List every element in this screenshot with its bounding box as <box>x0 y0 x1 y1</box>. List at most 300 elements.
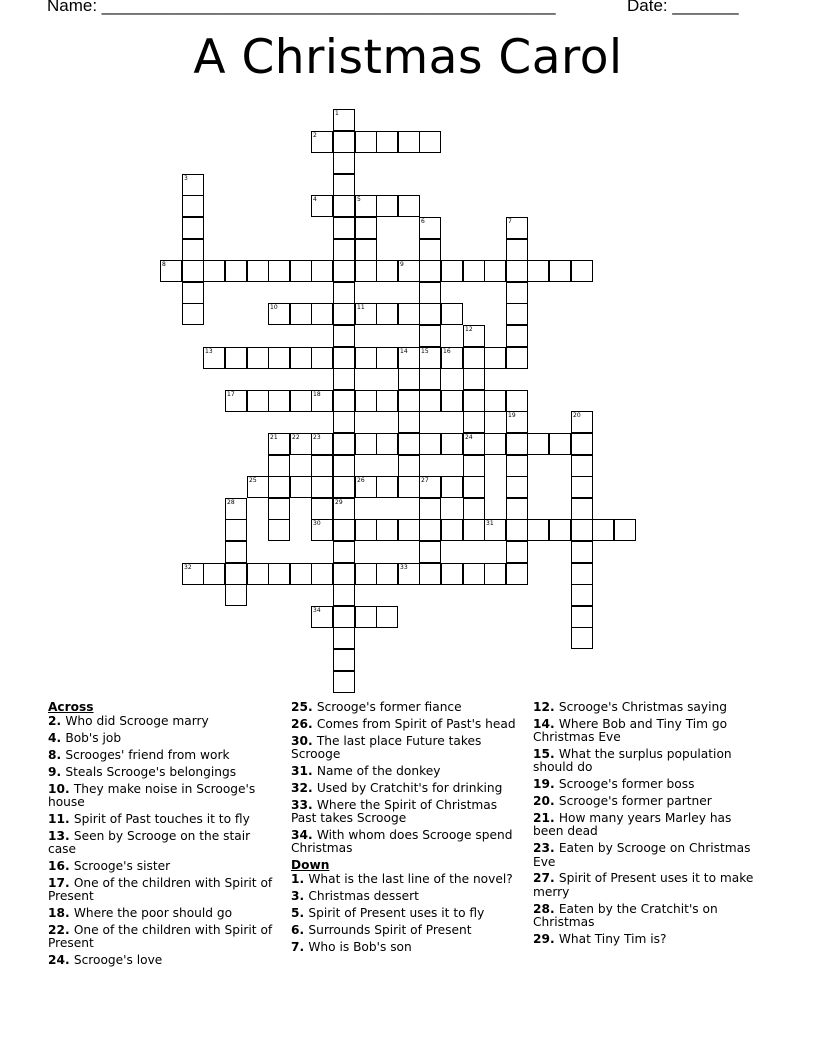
clue-text: What Tiny Tim is? <box>558 931 667 946</box>
grid-cell[interactable] <box>268 260 290 282</box>
clue-number: 5. <box>291 906 309 921</box>
grid-cell[interactable] <box>333 627 355 649</box>
grid-cell[interactable] <box>441 519 463 541</box>
grid-cell[interactable] <box>203 347 225 369</box>
grid-cell[interactable] <box>398 303 420 325</box>
clue-number: 31. <box>291 763 317 778</box>
grid-cell[interactable] <box>268 476 290 498</box>
grid-cell[interactable] <box>311 606 333 628</box>
grid-cell[interactable] <box>571 433 593 455</box>
grid-cell[interactable] <box>571 498 593 520</box>
across-clue <box>48 749 280 762</box>
grid-cell[interactable] <box>333 649 355 671</box>
grid-cell[interactable] <box>376 260 398 282</box>
clue-number: 21. <box>533 811 559 826</box>
grid-cell[interactable] <box>355 519 377 541</box>
grid-cell[interactable] <box>506 282 528 304</box>
grid-cell[interactable] <box>333 606 355 628</box>
cell-number: 17 <box>227 391 235 398</box>
clue-text: Scrooge's former partner <box>558 794 712 809</box>
grid-cell[interactable] <box>376 433 398 455</box>
grid-cell[interactable] <box>419 368 441 390</box>
grid-cell[interactable] <box>463 498 485 520</box>
grid-cell[interactable] <box>247 260 269 282</box>
grid-cell[interactable] <box>290 433 312 455</box>
grid-cell[interactable] <box>182 260 204 282</box>
grid-cell[interactable] <box>160 260 182 282</box>
grid-cell[interactable] <box>398 433 420 455</box>
grid-cell[interactable] <box>549 260 571 282</box>
grid-cell[interactable] <box>571 260 593 282</box>
across-clue <box>48 715 280 728</box>
clue-number: 16. <box>48 859 74 874</box>
cell-number: 14 <box>400 348 408 355</box>
page-title: A Christmas Carol <box>193 30 623 85</box>
grid-cell[interactable] <box>419 433 441 455</box>
grid-cell[interactable] <box>182 174 204 196</box>
grid-cell[interactable] <box>333 282 355 304</box>
grid-cell[interactable] <box>333 541 355 563</box>
cell-number: 1 <box>335 110 339 117</box>
grid-cell[interactable] <box>268 303 290 325</box>
grid-cell[interactable] <box>355 347 377 369</box>
grid-cell[interactable] <box>311 131 333 153</box>
grid-cell[interactable] <box>376 390 398 412</box>
grid-cell[interactable] <box>484 260 506 282</box>
grid-cell[interactable] <box>333 239 355 261</box>
grid-cell[interactable] <box>311 563 333 585</box>
grid-cell[interactable] <box>268 563 290 585</box>
clue-number: 6. <box>291 923 309 938</box>
grid-cell[interactable] <box>355 476 377 498</box>
clue-text: Steals Scrooge's belongings <box>65 764 237 779</box>
grid-cell[interactable] <box>355 563 377 585</box>
grid-cell[interactable] <box>571 411 593 433</box>
grid-cell[interactable] <box>592 519 614 541</box>
clue-text: Spirit of Present uses it to make merry <box>533 871 754 899</box>
grid-cell[interactable] <box>441 303 463 325</box>
down-clue <box>533 795 765 808</box>
grid-cell[interactable] <box>506 563 528 585</box>
clue-text: Used by Cratchit's for drinking <box>316 780 503 795</box>
grid-cell[interactable] <box>290 303 312 325</box>
grid-cell[interactable] <box>549 433 571 455</box>
grid-cell[interactable] <box>419 563 441 585</box>
grid-cell[interactable] <box>268 390 290 412</box>
grid-cell[interactable] <box>571 584 593 606</box>
grid-cell[interactable] <box>463 455 485 477</box>
across-clue <box>291 735 523 762</box>
grid-cell[interactable] <box>506 541 528 563</box>
cell-number: 31 <box>486 520 494 527</box>
clue-number: 2. <box>48 714 66 729</box>
cell-number: 26 <box>357 477 365 484</box>
clue-text: What is the last line of the novel? <box>308 872 513 887</box>
grid-cell[interactable] <box>268 498 290 520</box>
across-clue <box>291 701 523 714</box>
grid-cell[interactable] <box>268 433 290 455</box>
grid-cell[interactable] <box>614 519 636 541</box>
grid-cell[interactable] <box>290 260 312 282</box>
across-clue <box>48 924 280 951</box>
grid-cell[interactable] <box>290 563 312 585</box>
cell-number: 30 <box>313 520 321 527</box>
cell-number: 2 <box>313 132 317 139</box>
grid-cell[interactable] <box>463 325 485 347</box>
grid-cell[interactable] <box>311 455 333 477</box>
grid-cell[interactable] <box>441 476 463 498</box>
clue-text: Scrooge's love <box>73 953 163 968</box>
grid-cell[interactable] <box>376 476 398 498</box>
down-clue <box>291 907 523 920</box>
grid-cell[interactable] <box>247 563 269 585</box>
cell-number: 12 <box>465 326 473 333</box>
grid-cell[interactable] <box>376 131 398 153</box>
clue-text: One of the children with Spirit of Present <box>48 923 273 951</box>
grid-cell[interactable] <box>419 519 441 541</box>
cell-number: 22 <box>292 434 300 441</box>
grid-cell[interactable] <box>376 519 398 541</box>
clue-number: 19. <box>533 777 559 792</box>
cell-number: 32 <box>184 564 192 571</box>
grid-cell[interactable] <box>333 195 355 217</box>
grid-cell[interactable] <box>506 455 528 477</box>
grid-cell[interactable] <box>333 411 355 433</box>
grid-cell[interactable] <box>506 390 528 412</box>
across-clue <box>48 783 280 810</box>
cell-number: 28 <box>227 499 235 506</box>
clue-text: One of the children with Spirit of Present <box>48 876 273 904</box>
grid-cell[interactable] <box>441 433 463 455</box>
grid-cell[interactable] <box>333 303 355 325</box>
grid-cell[interactable] <box>398 519 420 541</box>
clue-number: 29. <box>533 931 559 946</box>
clue-number: 27. <box>533 871 559 886</box>
across-clue <box>291 782 523 795</box>
grid-cell[interactable] <box>355 195 377 217</box>
grid-cell[interactable] <box>203 260 225 282</box>
grid-cell[interactable] <box>311 433 333 455</box>
grid-cell[interactable] <box>333 347 355 369</box>
clue-text: What the surplus population should do <box>533 747 732 775</box>
grid-cell[interactable] <box>333 455 355 477</box>
grid-cell[interactable] <box>441 563 463 585</box>
grid-cell[interactable] <box>182 563 204 585</box>
across-clue <box>291 799 523 826</box>
grid-cell[interactable] <box>419 347 441 369</box>
clue-number: 25. <box>291 700 317 714</box>
grid-cell[interactable] <box>419 498 441 520</box>
grid-cell[interactable] <box>506 519 528 541</box>
cell-number: 10 <box>270 304 278 311</box>
grid-cell[interactable] <box>419 282 441 304</box>
grid-cell[interactable] <box>225 260 247 282</box>
grid-cell[interactable] <box>376 303 398 325</box>
grid-cell[interactable] <box>355 217 377 239</box>
grid-cell[interactable] <box>333 260 355 282</box>
across-clue <box>48 830 280 857</box>
clue-number: 24. <box>48 953 74 968</box>
grid-cell[interactable] <box>506 239 528 261</box>
cell-number: 33 <box>400 564 408 571</box>
grid-cell[interactable] <box>333 584 355 606</box>
name-field-label: Name: ________________________________________________ <box>47 0 556 15</box>
grid-cell[interactable] <box>355 303 377 325</box>
clue-text: Where Bob and Tiny Tim go Christmas Eve <box>533 716 728 745</box>
clue-number: 7. <box>291 939 309 954</box>
cell-number: 3 <box>184 175 188 182</box>
grid-cell[interactable] <box>203 563 225 585</box>
grid-cell[interactable] <box>333 498 355 520</box>
grid-cell[interactable] <box>182 195 204 217</box>
clue-number: 14. <box>533 716 559 731</box>
grid-cell[interactable] <box>268 519 290 541</box>
grid-cell[interactable] <box>463 347 485 369</box>
across-clue <box>48 813 280 826</box>
clue-column-1 <box>48 701 280 971</box>
grid-cell[interactable] <box>333 433 355 455</box>
clue-number: 28. <box>533 901 559 916</box>
grid-cell[interactable] <box>355 131 377 153</box>
grid-cell[interactable] <box>290 390 312 412</box>
grid-cell[interactable] <box>333 217 355 239</box>
cell-number: 20 <box>573 412 581 419</box>
cell-number: 8 <box>162 261 166 268</box>
grid-cell[interactable] <box>333 563 355 585</box>
grid-cell[interactable] <box>398 131 420 153</box>
clue-number: 12. <box>533 700 559 714</box>
grid-cell[interactable] <box>182 239 204 261</box>
grid-cell[interactable] <box>463 390 485 412</box>
grid-cell[interactable] <box>571 541 593 563</box>
clue-text: Bob's job <box>65 731 122 746</box>
grid-cell[interactable] <box>527 433 549 455</box>
grid-cell[interactable] <box>311 519 333 541</box>
grid-cell[interactable] <box>527 519 549 541</box>
clue-number: 30. <box>291 733 317 748</box>
clue-number: 17. <box>48 876 74 891</box>
clue-number: 32. <box>291 780 317 795</box>
grid-cell[interactable] <box>247 347 269 369</box>
clue-column-2 <box>291 701 523 958</box>
grid-cell[interactable] <box>225 519 247 541</box>
grid-cell[interactable] <box>398 563 420 585</box>
grid-cell[interactable] <box>225 563 247 585</box>
grid-cell[interactable] <box>376 195 398 217</box>
grid-cell[interactable] <box>311 260 333 282</box>
grid-cell[interactable] <box>355 390 377 412</box>
grid-cell[interactable] <box>484 347 506 369</box>
grid-cell[interactable] <box>571 519 593 541</box>
clue-text: Scrooge's Christmas saying <box>558 700 727 714</box>
grid-cell[interactable] <box>549 519 571 541</box>
clue-column-3 <box>533 701 765 950</box>
cell-number: 11 <box>357 304 365 311</box>
grid-cell[interactable] <box>419 217 441 239</box>
grid-cell[interactable] <box>333 131 355 153</box>
clue-number: 34. <box>291 827 317 842</box>
grid-cell[interactable] <box>484 390 506 412</box>
grid-cell[interactable] <box>333 671 355 693</box>
grid-cell[interactable] <box>419 541 441 563</box>
grid-cell[interactable] <box>463 260 485 282</box>
grid-cell[interactable] <box>311 498 333 520</box>
clue-number: 15. <box>533 747 559 762</box>
grid-cell[interactable] <box>506 260 528 282</box>
grid-cell[interactable] <box>182 217 204 239</box>
grid-cell[interactable] <box>333 152 355 174</box>
grid-cell[interactable] <box>571 627 593 649</box>
clue-number: 22. <box>48 923 74 938</box>
down-heading: Down <box>291 858 330 873</box>
grid-cell[interactable] <box>506 411 528 433</box>
grid-cell[interactable] <box>268 347 290 369</box>
grid-cell[interactable] <box>441 347 463 369</box>
cell-number: 29 <box>335 499 343 506</box>
across-clue <box>291 765 523 778</box>
across-clue <box>291 718 523 731</box>
grid-cell[interactable] <box>311 476 333 498</box>
grid-cell[interactable] <box>571 563 593 585</box>
grid-cell[interactable] <box>506 498 528 520</box>
grid-cell[interactable] <box>419 390 441 412</box>
grid-cell[interactable] <box>290 347 312 369</box>
grid-cell[interactable] <box>333 390 355 412</box>
cell-number: 21 <box>270 434 278 441</box>
grid-cell[interactable] <box>333 476 355 498</box>
clue-text: Name of the donkey <box>316 763 441 778</box>
grid-cell[interactable] <box>419 476 441 498</box>
grid-cell[interactable] <box>333 325 355 347</box>
grid-cell[interactable] <box>419 260 441 282</box>
clue-number: 8. <box>48 748 66 763</box>
grid-cell[interactable] <box>333 368 355 390</box>
clue-text: Who did Scrooge marry <box>65 714 209 729</box>
grid-cell[interactable] <box>398 411 420 433</box>
grid-cell[interactable] <box>333 174 355 196</box>
grid-cell[interactable] <box>376 563 398 585</box>
grid-cell[interactable] <box>311 390 333 412</box>
clue-text: Comes from Spirit of Past's head <box>316 716 516 731</box>
across-clue <box>291 829 523 856</box>
grid-cell[interactable] <box>419 325 441 347</box>
grid-cell[interactable] <box>290 476 312 498</box>
grid-cell[interactable] <box>484 433 506 455</box>
down-clue <box>533 812 765 839</box>
grid-cell[interactable] <box>398 476 420 498</box>
grid-cell[interactable] <box>247 476 269 498</box>
down-clue <box>533 748 765 775</box>
clue-text: Spirit of Present uses it to fly <box>308 906 485 921</box>
grid-cell[interactable] <box>463 563 485 585</box>
down-clue <box>533 701 765 714</box>
grid-cell[interactable] <box>484 519 506 541</box>
grid-cell[interactable] <box>463 433 485 455</box>
grid-cell[interactable] <box>463 411 485 433</box>
grid-cell[interactable] <box>506 303 528 325</box>
across-clue <box>48 954 280 967</box>
across-clue <box>48 860 280 873</box>
cell-number: 23 <box>313 434 321 441</box>
grid-cell[interactable] <box>506 433 528 455</box>
clue-text: They make noise in Scrooge's house <box>48 781 256 810</box>
grid-cell[interactable] <box>506 325 528 347</box>
grid-cell[interactable] <box>571 476 593 498</box>
grid-cell[interactable] <box>355 260 377 282</box>
grid-cell[interactable] <box>506 347 528 369</box>
grid-cell[interactable] <box>398 347 420 369</box>
grid-cell[interactable] <box>225 347 247 369</box>
cell-number: 19 <box>508 412 516 419</box>
grid-cell[interactable] <box>225 584 247 606</box>
cell-number: 18 <box>313 391 321 398</box>
grid-cell[interactable] <box>355 433 377 455</box>
grid-cell[interactable] <box>355 606 377 628</box>
grid-cell[interactable] <box>247 390 269 412</box>
grid-cell[interactable] <box>182 282 204 304</box>
cell-number: 27 <box>421 477 429 484</box>
clue-text: Who is Bob's son <box>308 939 412 954</box>
grid-cell[interactable] <box>333 109 355 131</box>
clue-text: Eaten by Scrooge on Christmas Eve <box>533 841 751 869</box>
grid-cell[interactable] <box>527 260 549 282</box>
grid-cell[interactable] <box>571 606 593 628</box>
grid-cell[interactable] <box>463 476 485 498</box>
grid-cell[interactable] <box>225 541 247 563</box>
grid-cell[interactable] <box>398 455 420 477</box>
down-clue <box>533 778 765 791</box>
grid-cell[interactable] <box>398 368 420 390</box>
grid-cell[interactable] <box>225 498 247 520</box>
grid-cell[interactable] <box>484 563 506 585</box>
down-clue <box>533 903 765 930</box>
grid-cell[interactable] <box>441 260 463 282</box>
grid-cell[interactable] <box>419 303 441 325</box>
grid-cell[interactable] <box>419 239 441 261</box>
cell-number: 4 <box>313 196 317 203</box>
clue-number: 1. <box>291 872 309 887</box>
across-clue <box>48 766 280 779</box>
cell-number: 5 <box>357 196 361 203</box>
grid-cell[interactable] <box>419 131 441 153</box>
grid-cell[interactable] <box>333 519 355 541</box>
grid-cell[interactable] <box>441 390 463 412</box>
down-clue <box>533 718 765 745</box>
grid-cell[interactable] <box>398 390 420 412</box>
clue-text: Where the poor should go <box>73 906 233 921</box>
grid-cell[interactable] <box>182 303 204 325</box>
grid-cell[interactable] <box>506 217 528 239</box>
grid-cell[interactable] <box>376 606 398 628</box>
grid-cell[interactable] <box>398 260 420 282</box>
clue-text: Scrooge's former fiance <box>316 700 462 714</box>
grid-cell[interactable] <box>311 195 333 217</box>
grid-cell[interactable] <box>398 195 420 217</box>
grid-cell[interactable] <box>225 390 247 412</box>
clue-number: 4. <box>48 731 66 746</box>
grid-cell[interactable] <box>355 239 377 261</box>
grid-cell[interactable] <box>506 476 528 498</box>
grid-cell[interactable] <box>311 303 333 325</box>
clue-number: 3. <box>291 889 309 904</box>
grid-cell[interactable] <box>463 368 485 390</box>
grid-cell[interactable] <box>376 347 398 369</box>
clue-text: Surrounds Spirit of Present <box>308 923 472 938</box>
grid-cell[interactable] <box>463 519 485 541</box>
grid-cell[interactable] <box>311 347 333 369</box>
grid-cell[interactable] <box>268 455 290 477</box>
grid-cell[interactable] <box>571 455 593 477</box>
